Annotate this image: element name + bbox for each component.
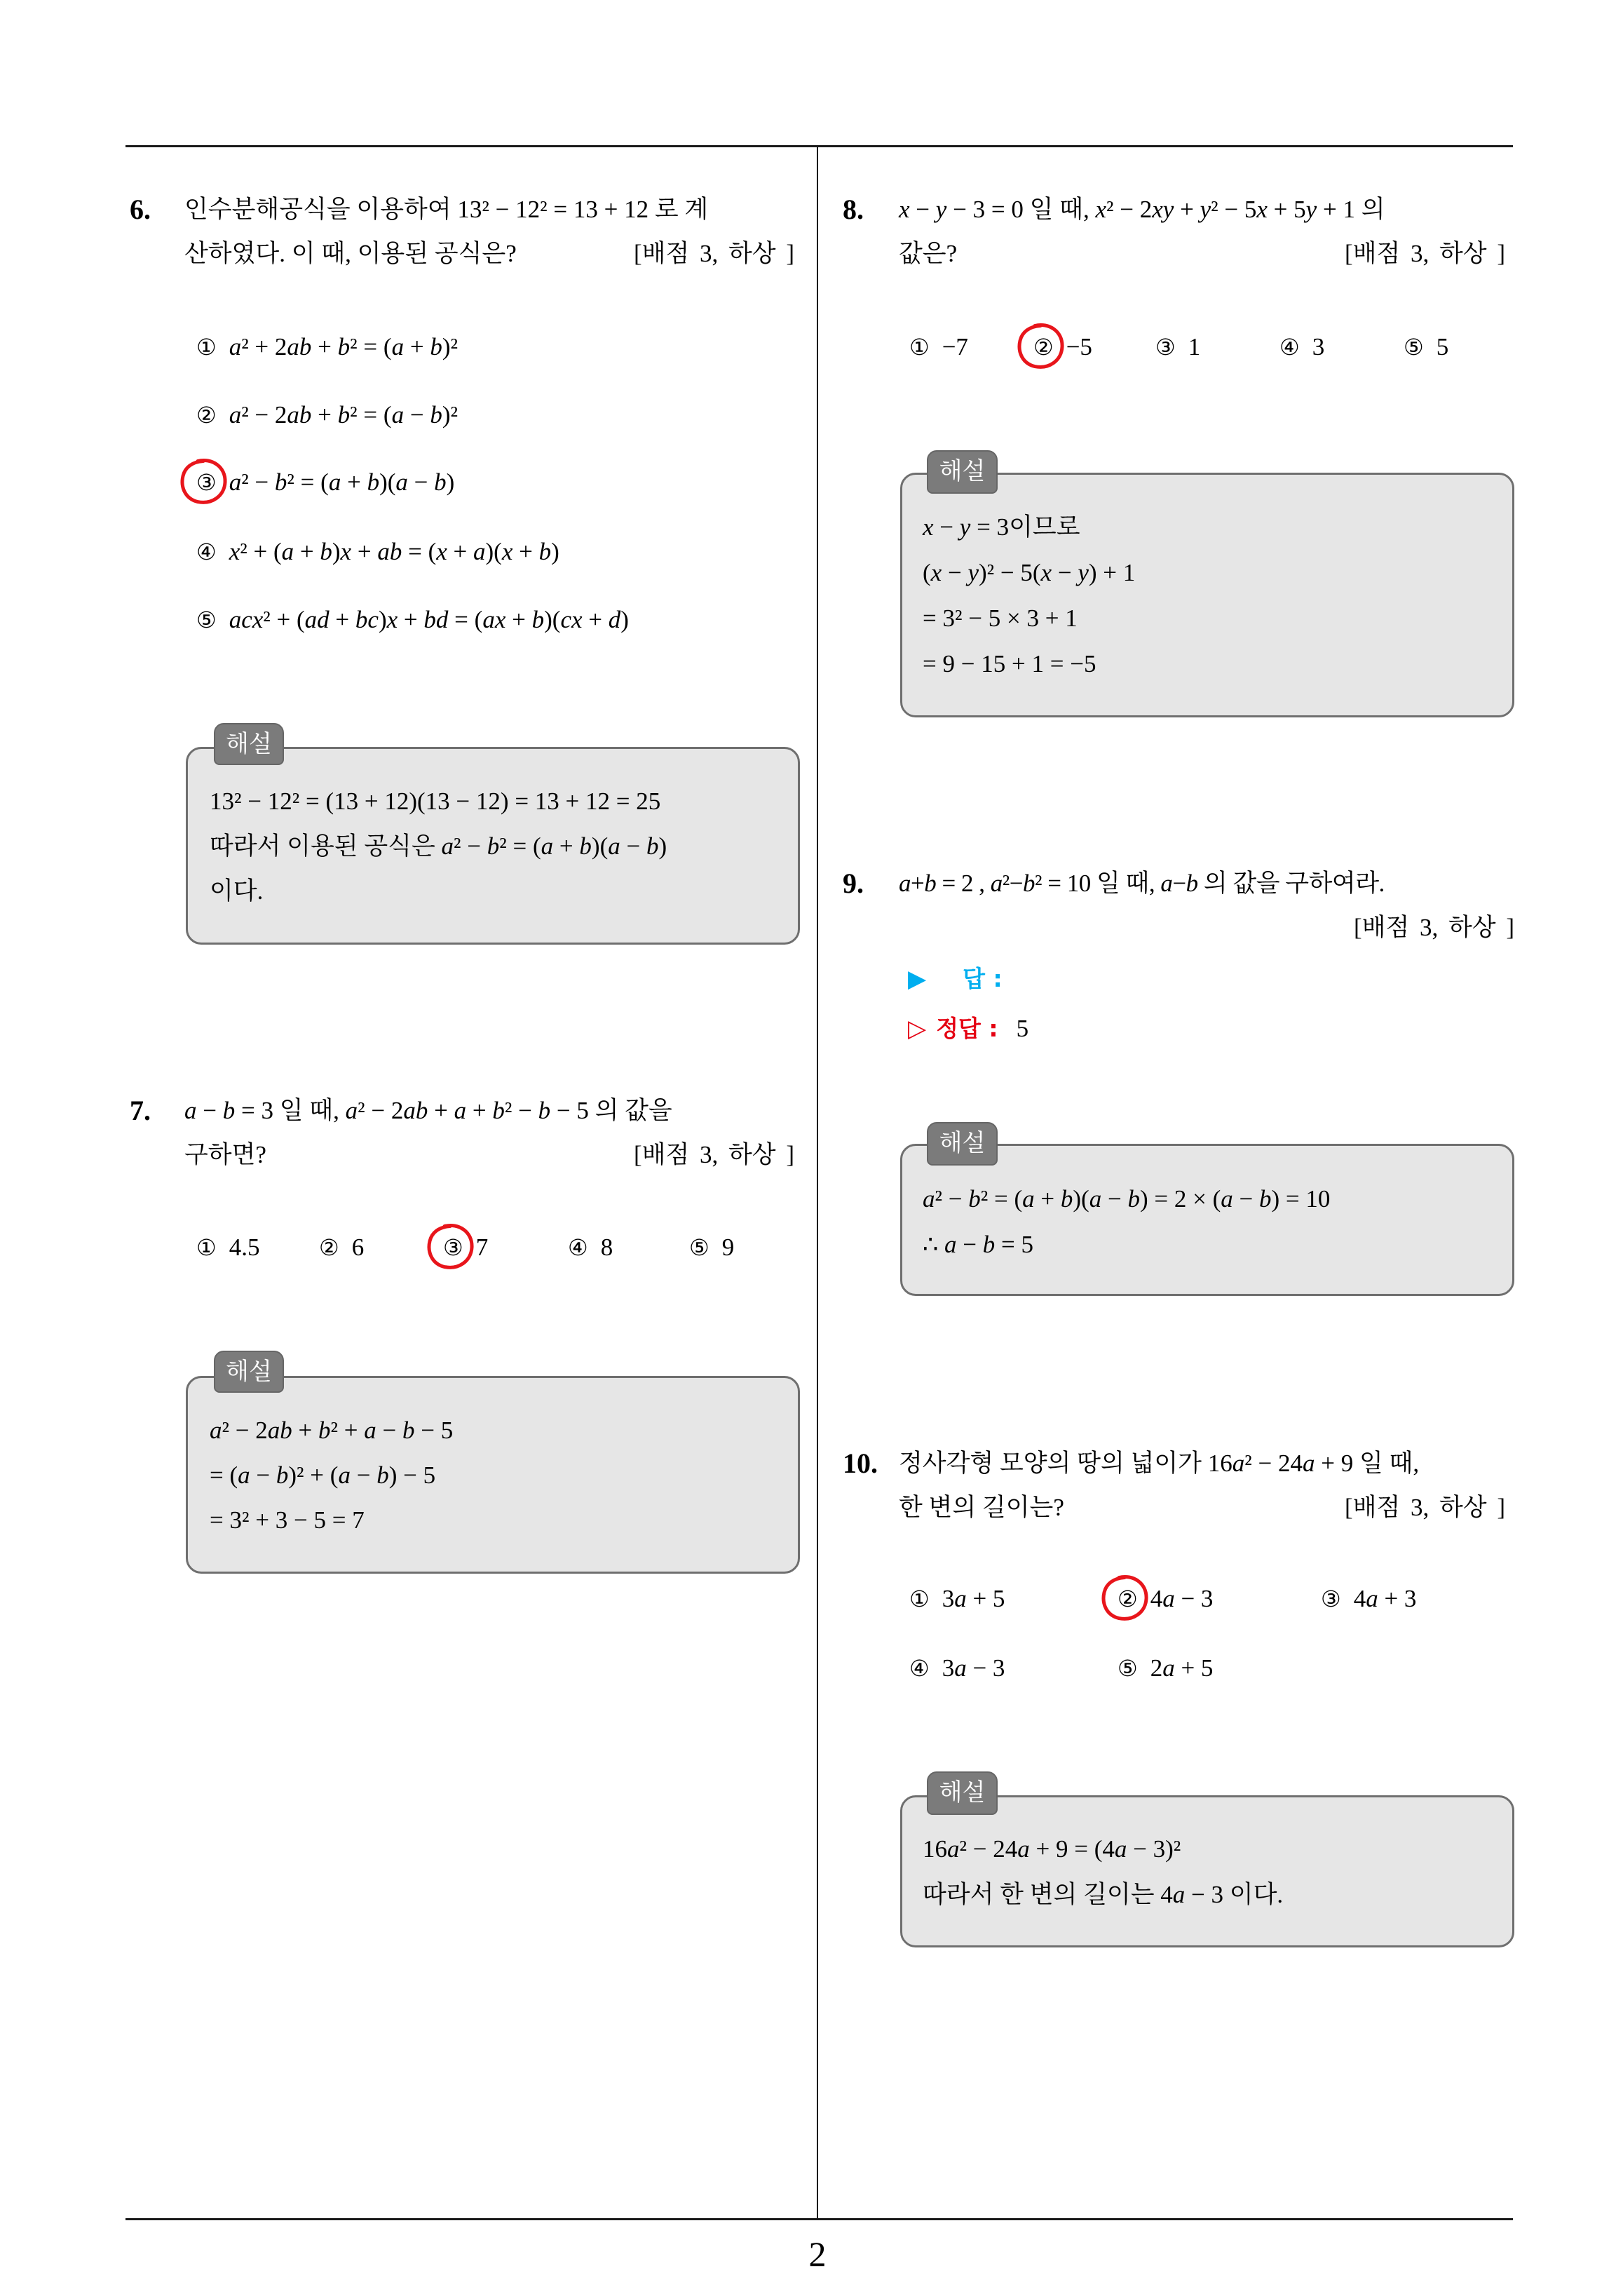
math-variable: b bbox=[646, 832, 659, 860]
math-variable: a bbox=[210, 1417, 222, 1444]
correct-answer-value: 5 bbox=[1016, 1015, 1029, 1042]
explanation-line: ∴ a − b = 5 bbox=[923, 1231, 1034, 1258]
question-line: a − b = 3 일 때, a² − 2ab + a + b² − b − 5 의 값을 bbox=[184, 1097, 672, 1124]
answer-circle-stroke bbox=[182, 460, 225, 502]
math-variable: a bbox=[238, 1461, 250, 1489]
math-variable: b bbox=[982, 1231, 996, 1258]
option-text: −5 bbox=[1066, 333, 1092, 360]
score-label: [배점 3, 하상 ] bbox=[633, 1141, 794, 1168]
answer-circle-mark bbox=[178, 456, 230, 508]
option bbox=[196, 326, 458, 368]
explanation-text bbox=[923, 1176, 1330, 1267]
math-variable: b bbox=[492, 1097, 505, 1124]
question-number: 9. bbox=[843, 867, 864, 899]
option-number: ③ bbox=[1155, 334, 1176, 360]
play-triangle-icon: ▶ bbox=[908, 965, 927, 993]
math-variable: a bbox=[1162, 1654, 1175, 1682]
math-variable: x bbox=[930, 559, 942, 586]
math-variable: a bbox=[391, 401, 405, 428]
math-variable: a bbox=[1162, 1585, 1175, 1612]
math-variable: b bbox=[318, 1417, 331, 1444]
math-variable: d bbox=[608, 606, 621, 633]
math-variable: a bbox=[1022, 1185, 1035, 1213]
math-variable: a bbox=[947, 1835, 960, 1863]
math-variable: y bbox=[1200, 196, 1211, 223]
math-variable: b bbox=[1186, 870, 1198, 897]
option-number: ① bbox=[196, 1234, 217, 1261]
math-variable: x bbox=[340, 538, 352, 565]
option-text: 7 bbox=[475, 1234, 489, 1261]
explanation-line: a² − b² = (a + b)(a − b) = 2 × (a − b) = 10 bbox=[923, 1185, 1331, 1213]
math-variable: a bbox=[990, 870, 1003, 897]
score-label: [배점 3, 하상 ] bbox=[633, 240, 794, 267]
option-number: ④ bbox=[1279, 334, 1300, 360]
math-variable: a bbox=[345, 1097, 358, 1124]
explanation-line: 따라서 이용된 공식은 a² − b² = (a + b)(a − b) bbox=[210, 832, 667, 860]
math-variable: b bbox=[367, 468, 380, 496]
explanation-text bbox=[210, 779, 667, 914]
explanation-tab: 해설 bbox=[927, 1122, 998, 1166]
math-variable: b bbox=[280, 1417, 292, 1444]
math-variable: a bbox=[473, 538, 486, 565]
option-number: ⑤ bbox=[1118, 1655, 1138, 1682]
math-variable: y bbox=[967, 559, 979, 586]
math-variable: d bbox=[317, 606, 330, 633]
math-variable: a bbox=[364, 1417, 376, 1444]
option-number: ④ bbox=[909, 1655, 930, 1682]
explanation-line: = (a − b)² + (a − b) − 5 bbox=[210, 1461, 436, 1489]
math-variable: a bbox=[229, 468, 242, 496]
option-number: ③ bbox=[196, 461, 217, 504]
question-line: a+b = 2 , a²−b² = 10 일 때, a−b 의 값을 구하여라. bbox=[899, 870, 1385, 897]
math-variable: b bbox=[968, 1185, 981, 1213]
option-text: 8 bbox=[600, 1234, 613, 1261]
question-number: 7. bbox=[130, 1095, 151, 1126]
math-variable: a bbox=[395, 468, 408, 496]
explanation-text bbox=[210, 1408, 453, 1543]
math-variable: a bbox=[608, 832, 620, 860]
math-variable: b bbox=[924, 870, 937, 897]
option-number: ① bbox=[909, 334, 930, 360]
math-variable: y bbox=[1305, 196, 1317, 223]
option bbox=[196, 394, 458, 436]
answer-label: 답 : bbox=[963, 965, 1003, 992]
math-variable: a bbox=[954, 1585, 967, 1612]
explanation-line: 16a² − 24a + 9 = (4a − 3)² bbox=[923, 1835, 1181, 1863]
math-variable: a bbox=[328, 468, 341, 496]
math-variable: a bbox=[229, 606, 242, 633]
math-variable: b bbox=[531, 606, 545, 633]
option bbox=[1321, 1578, 1416, 1620]
math-variable: a bbox=[482, 606, 495, 633]
question-text bbox=[184, 187, 794, 276]
math-variable: a bbox=[1114, 1835, 1127, 1863]
math-variable: b bbox=[222, 1097, 236, 1124]
math-variable: b bbox=[430, 401, 442, 428]
option bbox=[909, 1647, 1005, 1689]
option bbox=[568, 1227, 613, 1269]
option bbox=[909, 1578, 1005, 1620]
math-variable: c bbox=[560, 606, 571, 633]
math-variable: x bbox=[1256, 196, 1268, 223]
question-line: 구하면? bbox=[184, 1141, 266, 1168]
question-text bbox=[899, 861, 1514, 950]
math-variable: a bbox=[281, 538, 294, 565]
math-variable: a bbox=[1232, 1450, 1245, 1477]
option-text: 3a + 5 bbox=[942, 1585, 1005, 1612]
correct-answer bbox=[908, 1008, 1028, 1050]
option bbox=[196, 531, 559, 573]
math-variable: b bbox=[299, 401, 312, 428]
math-variable: a bbox=[899, 870, 911, 897]
option-number: ③ bbox=[1321, 1586, 1341, 1612]
option bbox=[196, 1227, 259, 1269]
option bbox=[319, 1227, 364, 1269]
explanation-line: a² − 2ab + b² + a − b − 5 bbox=[210, 1417, 454, 1444]
option-text: 4a − 3 bbox=[1150, 1585, 1214, 1612]
answer-circle-mark bbox=[1015, 320, 1067, 372]
math-variable: b bbox=[320, 538, 332, 565]
question-line-row bbox=[184, 1133, 794, 1177]
explanation-tab: 해설 bbox=[927, 450, 998, 494]
math-variable: b bbox=[1060, 1185, 1073, 1213]
explanation-line: = 3² − 5 × 3 + 1 bbox=[923, 605, 1078, 632]
option bbox=[1033, 326, 1092, 368]
math-variable: b bbox=[274, 468, 287, 496]
option-text: 4a + 3 bbox=[1353, 1585, 1417, 1612]
math-variable: a bbox=[403, 1097, 416, 1124]
question-line-row bbox=[899, 231, 1505, 276]
question-line-row bbox=[184, 231, 794, 276]
question-line-row bbox=[184, 187, 794, 231]
explanation-text bbox=[923, 504, 1135, 687]
math-variable: y bbox=[959, 513, 971, 541]
option-text: 1 bbox=[1188, 333, 1201, 360]
math-variable: b bbox=[487, 832, 500, 860]
math-variable: x bbox=[923, 513, 934, 541]
question-line: 정사각형 모양의 땅의 넓이가 16a² − 24a + 9 일 때, bbox=[899, 1450, 1420, 1477]
math-variable: a bbox=[287, 401, 299, 428]
math-variable: b bbox=[415, 1097, 428, 1124]
math-variable: b bbox=[538, 1097, 551, 1124]
question-line: 한 변의 길이는? bbox=[899, 1494, 1064, 1521]
math-variable: a bbox=[1221, 1185, 1233, 1213]
explanation-tab: 해설 bbox=[214, 1351, 284, 1393]
option-number: ⑤ bbox=[689, 1234, 709, 1261]
question-line-row bbox=[899, 905, 1514, 950]
option-number: ④ bbox=[196, 539, 217, 565]
explanation-line: x − y = 3이므로 bbox=[923, 513, 1080, 541]
math-variable: b bbox=[423, 606, 436, 633]
math-variable: d bbox=[435, 606, 449, 633]
answer-circle-stroke bbox=[429, 1225, 472, 1267]
score-label: [배점 3, 하상 ] bbox=[1353, 914, 1514, 941]
option-text: 4.5 bbox=[229, 1234, 260, 1261]
column-divider bbox=[817, 146, 818, 2219]
math-variable: a bbox=[229, 333, 242, 360]
math-variable: a bbox=[287, 333, 299, 360]
option-number: ⑤ bbox=[1404, 334, 1424, 360]
answer-circle-stroke bbox=[1019, 325, 1062, 367]
option bbox=[196, 599, 629, 641]
option-number: ⑤ bbox=[196, 607, 217, 633]
math-variable: a bbox=[184, 1097, 197, 1124]
option-text: −7 bbox=[942, 333, 968, 360]
question-number: 8. bbox=[843, 194, 864, 225]
math-variable: b bbox=[1127, 1185, 1140, 1213]
option-number: ④ bbox=[568, 1234, 588, 1261]
math-variable: x bbox=[899, 196, 910, 223]
math-variable: b bbox=[276, 1461, 289, 1489]
option-number: ② bbox=[1033, 326, 1054, 368]
math-variable: a bbox=[1172, 1881, 1186, 1908]
option-number: ② bbox=[196, 402, 217, 428]
option bbox=[443, 1227, 488, 1269]
math-variable: a bbox=[267, 1417, 280, 1444]
math-variable: x bbox=[501, 538, 513, 565]
math-variable: b bbox=[1258, 1185, 1272, 1213]
question-line-row bbox=[899, 1485, 1505, 1529]
option-text: 9 bbox=[721, 1234, 735, 1261]
question-line: 산하였다. 이 때, 이용된 공식은? bbox=[184, 240, 517, 267]
math-variable: b bbox=[434, 468, 447, 496]
math-variable: b bbox=[355, 606, 368, 633]
option-text: 2a + 5 bbox=[1150, 1654, 1214, 1682]
math-variable: a bbox=[1089, 1185, 1102, 1213]
explanation-text bbox=[923, 1826, 1283, 1917]
option-text: 6 bbox=[351, 1234, 365, 1261]
option-text: a² − b² = (a + b)(a − b) bbox=[229, 468, 455, 496]
math-variable: c bbox=[241, 606, 252, 633]
math-variable: b bbox=[579, 832, 592, 860]
math-variable: y bbox=[1078, 559, 1089, 586]
option-text: a² − 2ab + b² = (a − b)² bbox=[229, 401, 458, 428]
math-variable: a bbox=[954, 1654, 967, 1682]
math-variable: b bbox=[299, 333, 312, 360]
score-label: [배점 3, 하상 ] bbox=[1344, 1494, 1505, 1521]
correct-answer-label: 정답 : bbox=[936, 1015, 998, 1042]
question-line: 인수분해공식을 이용하여 13² − 12² = 13 + 12 로 계 bbox=[184, 196, 709, 223]
math-variable: b bbox=[538, 538, 552, 565]
answer-field bbox=[908, 958, 1003, 1000]
question-text bbox=[899, 1441, 1505, 1529]
math-variable: a bbox=[304, 606, 318, 633]
math-variable: a bbox=[391, 333, 405, 360]
math-variable: a bbox=[1302, 1450, 1315, 1477]
math-variable: a bbox=[338, 1461, 351, 1489]
explanation-tab: 해설 bbox=[214, 723, 284, 765]
math-variable: a bbox=[1366, 1585, 1378, 1612]
option-text: a² + 2ab + b² = (a + b)² bbox=[229, 333, 458, 360]
option bbox=[1279, 326, 1324, 368]
math-variable: x bbox=[436, 538, 447, 565]
math-variable: a bbox=[377, 538, 390, 565]
math-variable: b bbox=[376, 1461, 389, 1489]
option bbox=[1118, 1647, 1213, 1689]
explanation-tab: 해설 bbox=[927, 1771, 998, 1815]
option-number: ① bbox=[909, 1586, 930, 1612]
score-label: [배점 3, 하상 ] bbox=[1344, 240, 1505, 267]
math-variable: x bbox=[252, 606, 264, 633]
math-variable: a bbox=[1017, 1835, 1030, 1863]
math-variable: x bbox=[1040, 559, 1052, 586]
answer-circle-mark bbox=[425, 1221, 477, 1273]
question-line: x − y − 3 = 0 일 때, x² − 2xy + y² − 5x + 5y + 1 의 bbox=[899, 196, 1385, 223]
math-variable: y bbox=[1162, 196, 1174, 223]
question-number: 6. bbox=[130, 194, 151, 225]
math-variable: a bbox=[923, 1185, 935, 1213]
math-variable: x bbox=[494, 606, 506, 633]
option-number: ③ bbox=[443, 1227, 463, 1269]
math-variable: a bbox=[441, 832, 454, 860]
math-variable: a bbox=[1160, 870, 1173, 897]
explanation-line: = 3² + 3 − 5 = 7 bbox=[210, 1506, 365, 1534]
explanation-line: = 9 − 15 + 1 = −5 bbox=[923, 650, 1096, 677]
option-text: x² + (a + b)x + ab = (x + a)(x + b) bbox=[229, 538, 559, 565]
explanation-line: 13² − 12² = (13 + 12)(13 − 12) = 13 + 12 = 25 bbox=[210, 788, 661, 815]
option-text: 5 bbox=[1436, 333, 1449, 360]
math-variable: b bbox=[337, 401, 351, 428]
math-variable: a bbox=[541, 832, 554, 860]
math-variable: b bbox=[337, 333, 351, 360]
outline-triangle-icon: ▷ bbox=[908, 1015, 927, 1043]
explanation-line: 이다. bbox=[210, 877, 264, 905]
math-variable: c bbox=[367, 606, 379, 633]
math-variable: a bbox=[944, 1231, 957, 1258]
question-line-row bbox=[184, 1088, 794, 1133]
option bbox=[1404, 326, 1448, 368]
math-variable: x bbox=[229, 538, 240, 565]
math-variable: x bbox=[386, 606, 398, 633]
question-text bbox=[899, 187, 1505, 276]
page-number: 2 bbox=[808, 2234, 827, 2274]
question-line-row bbox=[899, 187, 1505, 231]
math-variable: y bbox=[935, 196, 947, 223]
math-variable: b bbox=[402, 1417, 415, 1444]
math-variable: x bbox=[571, 606, 583, 633]
option bbox=[1118, 1578, 1213, 1620]
option-number: ② bbox=[319, 1234, 339, 1261]
explanation-line: (x − y)² − 5(x − y) + 1 bbox=[923, 559, 1136, 586]
math-variable: b bbox=[1022, 870, 1035, 897]
math-variable: a bbox=[454, 1097, 467, 1124]
option bbox=[909, 326, 968, 368]
math-variable: b bbox=[430, 333, 442, 360]
math-variable: a bbox=[229, 401, 242, 428]
question-line-row bbox=[899, 1441, 1505, 1485]
answer-circle-mark bbox=[1099, 1572, 1151, 1624]
question-line-row bbox=[899, 861, 1514, 905]
top-rule bbox=[125, 145, 1513, 147]
math-variable: b bbox=[389, 538, 402, 565]
option bbox=[196, 461, 454, 504]
option-text: 3a − 3 bbox=[942, 1654, 1005, 1682]
option-text: acx² + (ad + bc)x + bd = (ax + b)(cx + d) bbox=[229, 606, 629, 633]
option bbox=[689, 1227, 734, 1269]
question-line: 값은? bbox=[899, 240, 958, 267]
math-variable: x bbox=[1095, 196, 1106, 223]
option-number: ① bbox=[196, 334, 217, 360]
option-number: ② bbox=[1118, 1578, 1138, 1620]
bottom-rule bbox=[125, 2218, 1513, 2220]
explanation-line: 따라서 한 변의 길이는 4a − 3 이다. bbox=[923, 1881, 1284, 1908]
question-text bbox=[184, 1088, 794, 1177]
answer-circle-stroke bbox=[1103, 1576, 1146, 1619]
math-variable: x bbox=[1152, 196, 1163, 223]
question-number: 10. bbox=[843, 1447, 878, 1479]
option-text: 3 bbox=[1312, 333, 1325, 360]
option bbox=[1155, 326, 1200, 368]
